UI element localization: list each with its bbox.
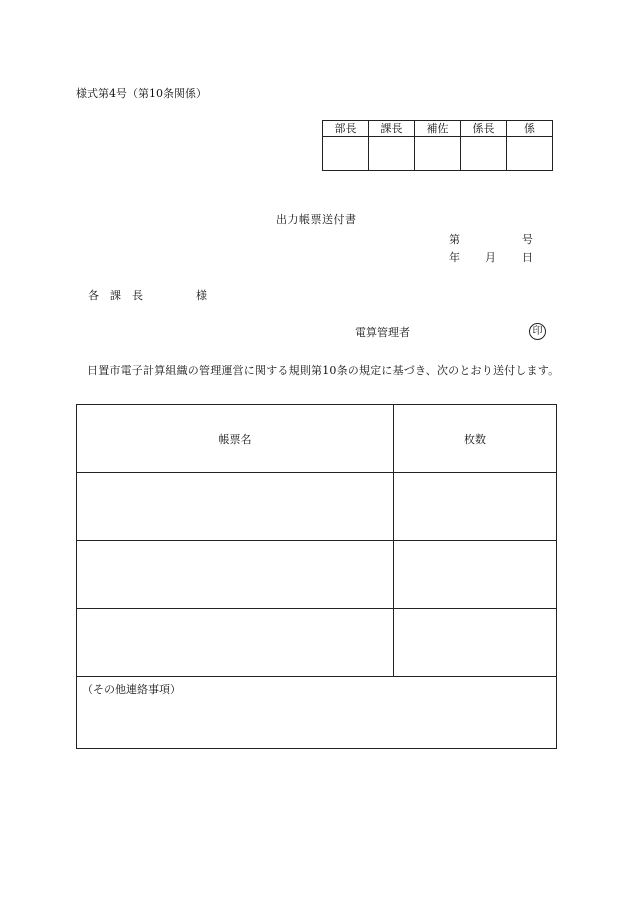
approval-header-section-chief: 課長 [369, 121, 415, 137]
date-day: 日 [522, 251, 533, 264]
approval-stamp-box[interactable] [415, 137, 461, 171]
approval-stamp-table [322, 120, 553, 171]
table-row [77, 609, 557, 677]
table-row [77, 541, 557, 609]
approval-stamp-box[interactable] [369, 137, 415, 171]
recipient-label: 各 課 長 [88, 289, 143, 302]
date-month: 月 [485, 251, 496, 264]
document-list-table [76, 404, 557, 749]
body-paragraph: 日置市電子計算組織の管理運営に関する規則第10条の規定に基づき、次のとおり送付します。 [87, 364, 560, 377]
approval-stamp-box[interactable] [507, 137, 553, 171]
document-title: 出力帳票送付書 [276, 213, 357, 226]
sender-label: 電算管理者 [355, 326, 410, 339]
sheet-count-cell[interactable] [394, 541, 557, 609]
sheet-count-cell[interactable] [394, 473, 557, 541]
approval-stamp-box[interactable] [461, 137, 507, 171]
number-suffix: 号 [522, 233, 533, 246]
approval-header-subsection-chief: 係長 [461, 121, 507, 137]
approval-header-department-head: 部長 [323, 121, 369, 137]
notes-label: （その他連絡事項） [82, 683, 181, 696]
table-row [77, 473, 557, 541]
document-name-cell[interactable] [77, 609, 394, 677]
notes-cell[interactable] [77, 677, 557, 749]
form-label: 様式第4号（第10条関係） [76, 87, 207, 100]
recipient-honorific: 様 [196, 289, 207, 302]
column-header-sheet-count: 枚数 [394, 405, 557, 473]
document-name-cell[interactable] [77, 473, 394, 541]
sheet-count-cell[interactable] [394, 609, 557, 677]
seal-icon: 印 [529, 323, 546, 340]
date-year: 年 [449, 251, 460, 264]
document-name-cell[interactable] [77, 541, 394, 609]
number-prefix: 第 [449, 233, 460, 246]
column-header-document-name: 帳票名 [77, 405, 394, 473]
approval-stamp-box[interactable] [323, 137, 369, 171]
approval-header-staff: 係 [507, 121, 553, 137]
approval-header-assistant: 補佐 [415, 121, 461, 137]
